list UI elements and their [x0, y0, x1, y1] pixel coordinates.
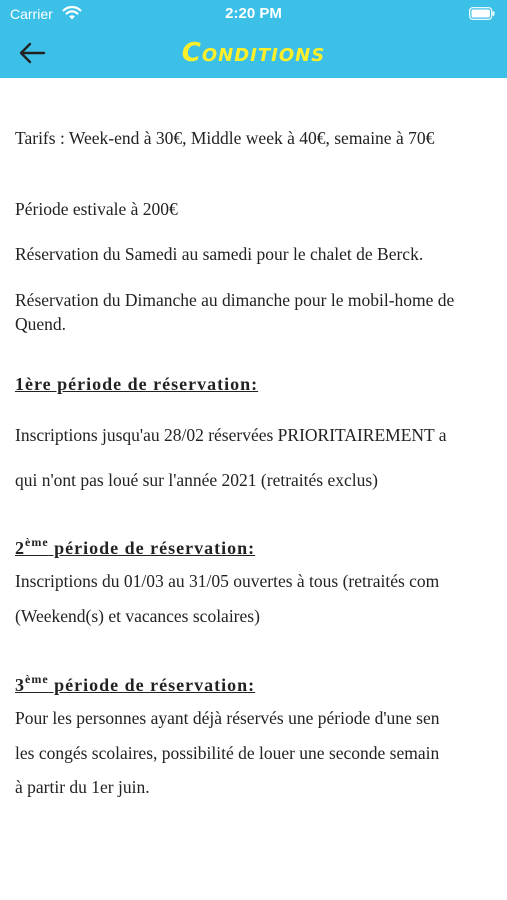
tarifs-text: Tarifs : Week-end à 30€, Middle week à 40€, semaine à 70€ — [15, 128, 435, 148]
quend-text: Réservation du Dimanche au dimanche pour le mobil-home de Quend. — [15, 290, 455, 334]
carrier-label: Carrier — [10, 6, 53, 22]
period1-heading: 1ère période de réservation: — [15, 374, 259, 394]
period2-heading — [15, 536, 255, 560]
period2-heading-text: période de réservation: — [48, 538, 256, 558]
period3-heading — [15, 673, 255, 697]
battery-icon — [469, 7, 495, 20]
period2-ordinal: ème — [25, 535, 49, 549]
status-bar — [0, 0, 507, 28]
period3-ordinal: ème — [25, 672, 49, 686]
page-title: Conditions — [181, 38, 326, 68]
estivale-text: Période estivale à 200€ — [15, 199, 178, 219]
period2-line1: Inscriptions du 01/03 au 31/05 ouvertes à tous (retraités com — [15, 571, 440, 591]
period2-line2: (Weekend(s) et vacances scolaires) — [15, 606, 260, 626]
period1-line2: qui n'ont pas loué sur l'année 2021 (retraités exclus) — [15, 470, 379, 490]
status-time: 2:20 PM — [225, 5, 282, 22]
berck-text: Réservation du Samedi au samedi pour le chalet de Berck. — [15, 244, 424, 264]
period3-line2: les congés scolaires, possibilité de louer une seconde semain — [15, 743, 440, 763]
period3-line3: à partir du 1er juin. — [15, 777, 150, 797]
period3-line1: Pour les personnes ayant déjà réservés une période d'une sen — [15, 708, 440, 728]
conditions-content — [15, 78, 507, 900]
period3-heading-text: période de réservation: — [48, 675, 256, 695]
period1-line1: Inscriptions jusqu'au 28/02 réservées PRIORITAIREMENT a — [15, 425, 447, 445]
period3-number: 3 — [15, 675, 25, 695]
period2-number: 2 — [15, 538, 25, 558]
header — [0, 0, 507, 78]
nav-bar — [0, 28, 507, 78]
